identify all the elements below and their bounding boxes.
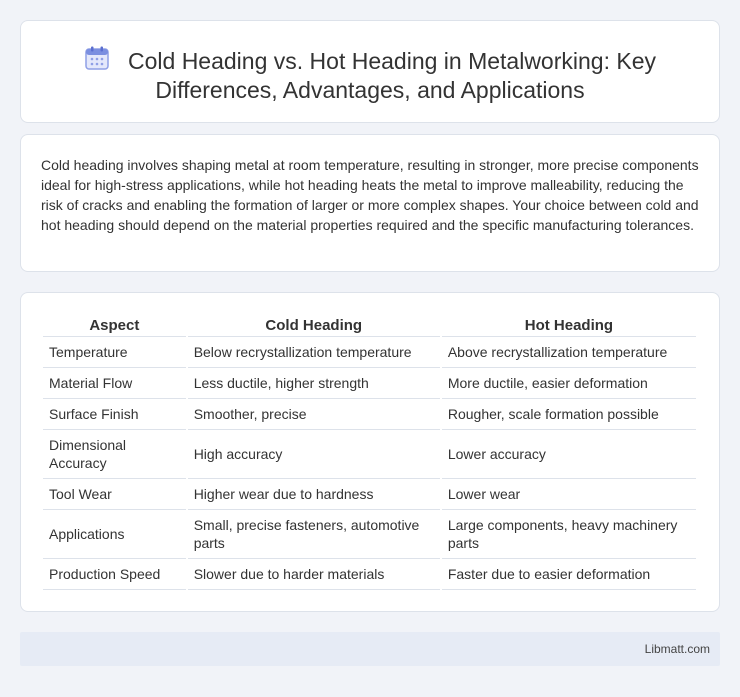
table-header-row	[43, 315, 696, 337]
hot-cell: Lower accuracy	[442, 430, 696, 479]
comparison-card	[20, 292, 720, 612]
table-row	[43, 337, 696, 368]
cold-cell: High accuracy	[188, 430, 440, 479]
page-title-text: Cold Heading vs. Hot Heading in Metalworking: Key Differences, Advantages, and Applications	[128, 48, 656, 103]
cold-cell: Slower due to harder materials	[188, 559, 440, 590]
page-title	[21, 45, 719, 105]
header-cold-heading: Cold Heading	[188, 315, 440, 337]
table-row	[43, 510, 696, 559]
title-card	[20, 20, 720, 123]
header-aspect: Aspect	[43, 315, 186, 337]
aspect-cell: Applications	[43, 510, 186, 559]
cold-cell: Higher wear due to hardness	[188, 479, 440, 510]
aspect-cell: Tool Wear	[43, 479, 186, 510]
table-row	[43, 430, 696, 479]
aspect-cell: Surface Finish	[43, 399, 186, 430]
cold-cell: Smoother, precise	[188, 399, 440, 430]
calendar-icon	[84, 45, 110, 71]
cold-cell: Below recrystallization temperature	[188, 337, 440, 368]
hot-cell: Above recrystallization temperature	[442, 337, 696, 368]
hot-cell: Rougher, scale formation possible	[442, 399, 696, 430]
hot-cell: Faster due to easier deformation	[442, 559, 696, 590]
table-row	[43, 368, 696, 399]
table-row	[43, 559, 696, 590]
hot-cell: Lower wear	[442, 479, 696, 510]
aspect-cell: Temperature	[43, 337, 186, 368]
intro-paragraph: Cold heading involves shaping metal at room temperature, resulting in stronger, more precise components ideal for high-stress applications, while hot heading heats the metal to improve malleability, reducing the risk of cracks and enabling the formation of larger or more complex shapes. Your choice between cold and hot heading should depend on the material properties required and the specific manufacturing tolerances.	[41, 157, 699, 233]
aspect-cell: Dimensional Accuracy	[43, 430, 186, 479]
footer-brand-link[interactable]: Libmatt.com	[644, 642, 710, 656]
footer-bar	[20, 632, 720, 666]
aspect-cell: Production Speed	[43, 559, 186, 590]
hot-cell: Large components, heavy machinery parts	[442, 510, 696, 559]
cold-cell: Small, precise fasteners, automotive parts	[188, 510, 440, 559]
hot-cell: More ductile, easier deformation	[442, 368, 696, 399]
header-hot-heading: Hot Heading	[442, 315, 696, 337]
table-row	[43, 479, 696, 510]
table-row	[43, 399, 696, 430]
comparison-table	[41, 315, 698, 590]
cold-cell: Less ductile, higher strength	[188, 368, 440, 399]
intro-card	[20, 134, 720, 272]
aspect-cell: Material Flow	[43, 368, 186, 399]
